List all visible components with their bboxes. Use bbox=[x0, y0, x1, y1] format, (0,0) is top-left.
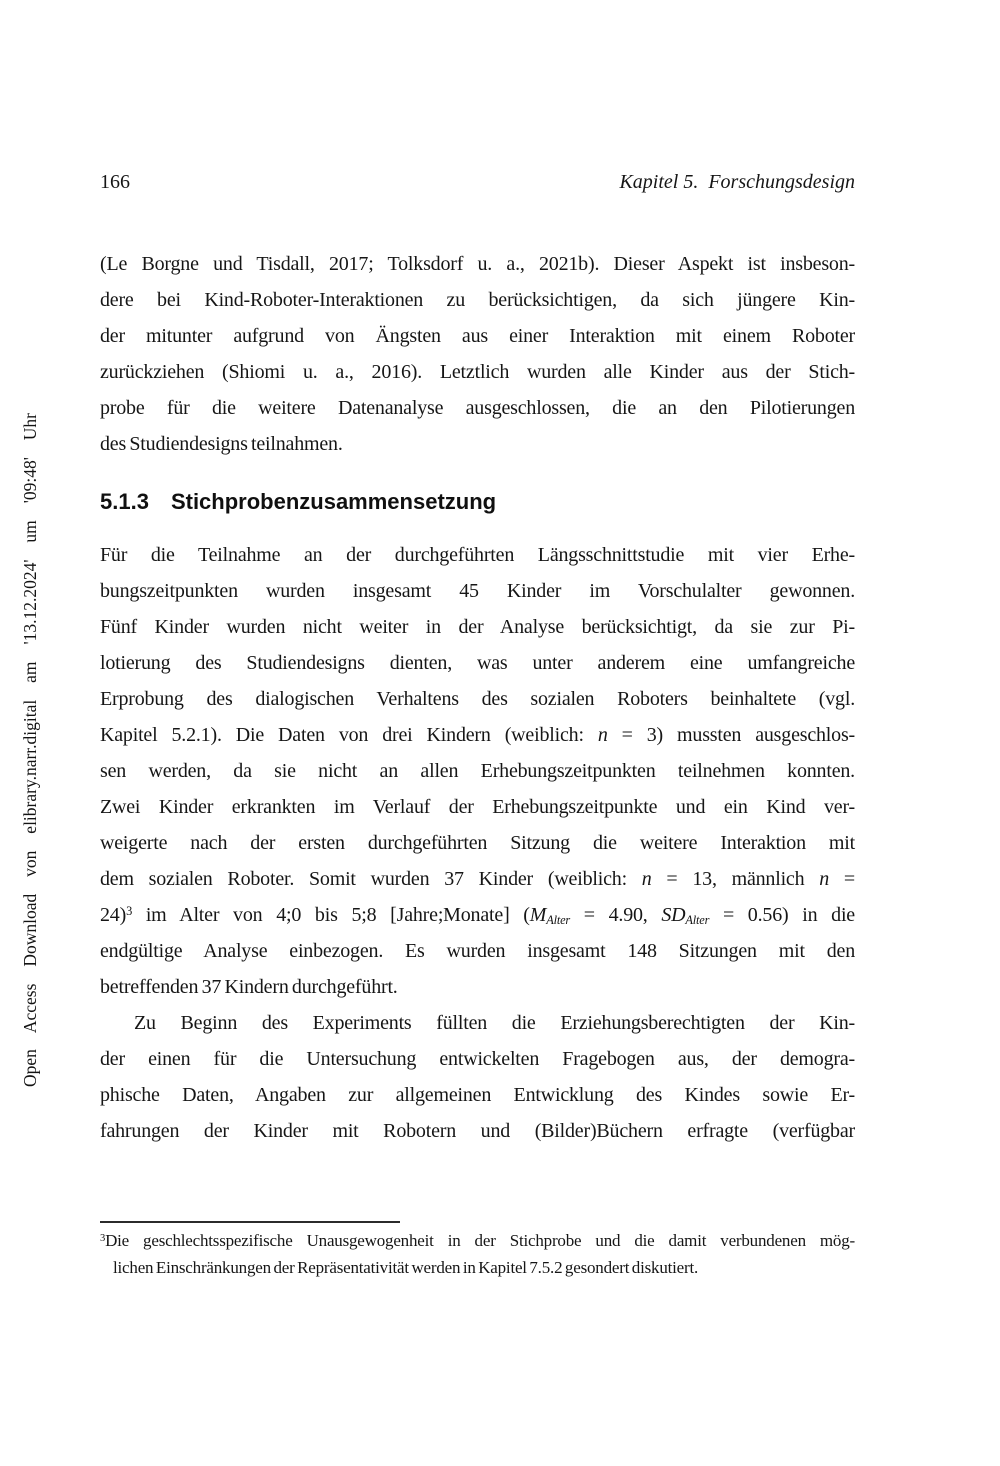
text-line: der mitunter aufgrund von Ängsten aus einer Interaktion mit einem Roboter bbox=[100, 325, 855, 347]
section-heading bbox=[100, 487, 496, 517]
text-line: weigerte nach der ersten durchgeführten Sitzung die weitere Interaktion mit bbox=[100, 832, 855, 854]
running-head: Kapitel 5. Forschungsdesign bbox=[619, 171, 855, 193]
text-line: betreffenden 37 Kindern durchgeführt. bbox=[100, 976, 398, 998]
text-line: bungszeitpunkten wurden insgesamt 45 Kinder im Vorschulalter gewonnen. bbox=[100, 580, 855, 602]
text-line: Zu Beginn des Experiments füllten die Erziehungsberechtigten der Kin- bbox=[134, 1012, 855, 1034]
text-line: (Le Borgne und Tisdall, 2017; Tolksdorf u. a., 2021b). Dieser Aspekt ist insbeson- bbox=[100, 253, 855, 275]
footnote bbox=[100, 1227, 855, 1281]
text-line: zurückziehen (Shiomi u. a., 2016). Letztlich wurden alle Kinder aus der Stich- bbox=[100, 361, 855, 383]
text-line: phische Daten, Angaben zur allgemeinen Entwicklung des Kindes sowie Er- bbox=[100, 1084, 855, 1106]
text-line: probe für die weitere Datenanalyse ausgeschlossen, die an den Pilotierungen bbox=[100, 397, 855, 419]
text-line: sen werden, da sie nicht an allen Erhebungszeitpunkten teilnehmen konnten. bbox=[100, 760, 855, 782]
section-title: Stichprobenzusammensetzung bbox=[170, 489, 497, 514]
page-header bbox=[100, 168, 855, 196]
text-line: $^3$Die geschlechtsspezifische Unausgewogenheit in der Stichprobe und die damit verbundenen mög- bbox=[100, 1231, 855, 1250]
text-line: dem sozialen Roboter. Somit wurden 37 Kinder (weiblich: n = 13, männlich n = bbox=[100, 868, 855, 890]
watermark-sidebar: Open Access Download von elibrary.narr.digital am '13.12.2024' um '09:48' Uhr bbox=[20, 413, 40, 1087]
text-line: lichen Einschränkungen der Repräsentativität werden in Kapitel 7.5.2 gesondert diskutiert. bbox=[113, 1258, 699, 1277]
text-line: fahrungen der Kinder mit Robotern und (Bilder)Büchern erfragte (verfügbar bbox=[100, 1120, 855, 1142]
text-line: Erprobung des dialogischen Verhaltens des sozialen Roboters beinhaltete (vgl. bbox=[100, 688, 855, 710]
text-line: Fünf Kinder wurden nicht weiter in der Analyse berücksichtigt, da sie zur Pi- bbox=[100, 616, 855, 638]
paragraph bbox=[100, 246, 855, 462]
text-line: der einen für die Untersuchung entwickelten Fragebogen aus, der demogra- bbox=[100, 1048, 855, 1070]
text-line: des Studiendesigns teilnahmen. bbox=[100, 433, 343, 455]
page-number: 166 bbox=[100, 171, 130, 193]
text-line: lotierung des Studiendesigns dienten, was unter anderem eine umfangreiche bbox=[100, 652, 855, 674]
text-line: endgültige Analyse einbezogen. Es wurden insgesamt 148 Sitzungen mit den bbox=[100, 940, 855, 962]
paragraph bbox=[100, 1005, 855, 1149]
section-number: 5.1.3 bbox=[100, 489, 149, 514]
text-line: Für die Teilnahme an der durchgeführten Längsschnittstudie mit vier Erhe- bbox=[100, 544, 855, 566]
text-line: 24)$^3$ im Alter von 4;0 bis 5;8 [Jahre;Monate] (MAlter = 4.90, SDAlter = 0.56) in die bbox=[100, 904, 855, 928]
footnote-rule bbox=[100, 1221, 400, 1223]
text-line: dere bei Kind-Roboter-Interaktionen zu berücksichtigen, da sich jüngere Kin- bbox=[100, 289, 855, 311]
paragraph bbox=[100, 537, 855, 1005]
text-line: Kapitel 5.2.1). Die Daten von drei Kindern (weiblich: n = 3) mussten ausgeschlos- bbox=[100, 724, 856, 746]
text-line: Zwei Kinder erkrankten im Verlauf der Erhebungszeitpunkte und ein Kind ver- bbox=[100, 796, 855, 818]
